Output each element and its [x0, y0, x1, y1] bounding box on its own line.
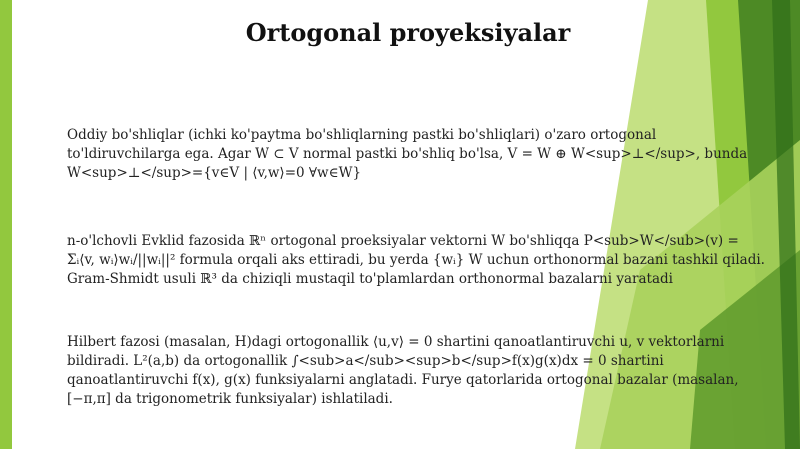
slide-title: Ortogonal proyeksiyalar [245, 18, 571, 47]
paragraph-orthogonal-complement: Oddiy bo'shliqlar (ichki ko'paytma bo'shliqlarning pastki bo'shliqlari) o'zaro ortogonal to'ldiruvchilarga ega. Agar W ⊂ V normal pastki bo'shliq bo'lsa, V = W ⊕ W<sup>⊥</sup>, bunda W<sup>⊥</sup>={v∈V | ⟨v,w⟩=0 ∀w∈W} [67, 127, 748, 181]
paragraph-hilbert-space: Hilbert fazosi (masalan, H)dagi ortogonallik ⟨u,v⟩ = 0 shartini qanoatlantiruvchi u, v vektorlarni bildiradi. L²(a,b) da ortogonallik ∫<sub>a</sub><sup>b</sup>f(x)g(x)dx = 0 shartini qanoatlantiruvchi f(x), g(x) funksiyalarni anglatadi. Furye qatorlarida ortogonal bazalar (masalan, [−π,π] da trigonometrik funksiyalar) ishlatiladi. [67, 334, 739, 407]
paragraph-euclidean-projection: n-o'lchovli Evklid fazosida ℝⁿ ortogonal proeksiyalar vektorni W bo'shliqqa P<sub>W</sub>(v) = Σᵢ⟨v, wᵢ⟩wᵢ/||wᵢ||² formula orqali aks ettiradi, bu yerda {wᵢ} W uchun orthonormal bazani tashkil qiladi. Gram-Shmidt usuli ℝ³ da chiziqli mustaqil to'plamlardan orthonormal bazalarni yaratadi [67, 233, 765, 287]
